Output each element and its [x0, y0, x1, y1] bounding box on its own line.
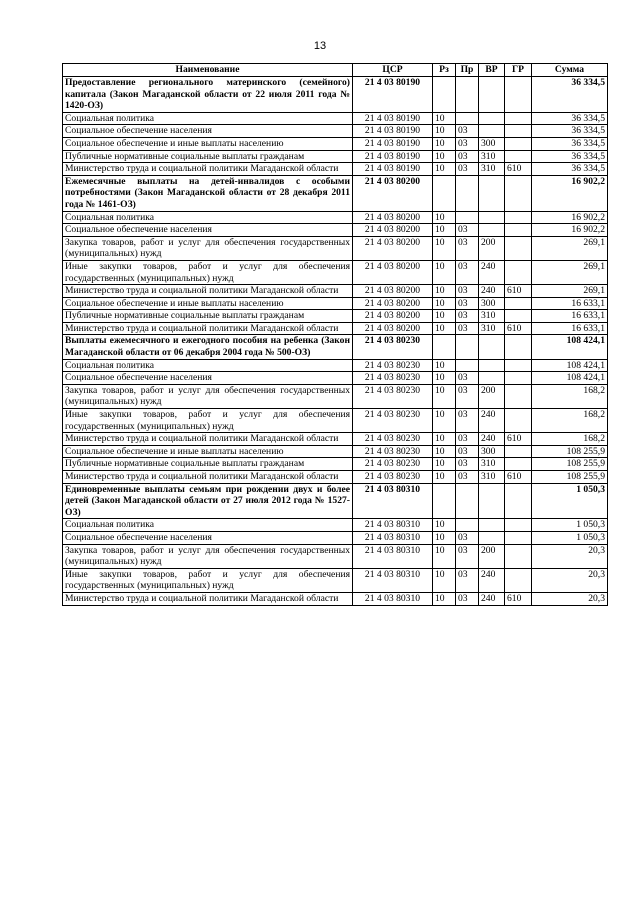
cell-gr: 610 — [505, 163, 532, 176]
table-row — [63, 433, 608, 446]
cell-name: Закупка товаров, работ и услуг для обеспечения государственных (муниципальных) нужд — [63, 544, 353, 568]
cell-rz: 10 — [433, 137, 456, 150]
cell-pr: 03 — [456, 163, 479, 176]
cell-vr: 310 — [479, 310, 505, 323]
table-row — [63, 112, 608, 125]
cell-sum: 36 334,5 — [532, 77, 608, 113]
cell-sum: 168,2 — [532, 433, 608, 446]
cell-csr: 21 4 03 80230 — [353, 359, 433, 372]
cell-csr: 21 4 03 80310 — [353, 483, 433, 519]
cell-sum: 16 633,1 — [532, 310, 608, 323]
table-row — [63, 211, 608, 224]
cell-sum: 108 255,9 — [532, 471, 608, 484]
cell-sum: 16 902,2 — [532, 211, 608, 224]
cell-sum: 168,2 — [532, 409, 608, 433]
cell-gr — [505, 260, 532, 284]
cell-rz: 10 — [433, 568, 456, 592]
cell-rz: 10 — [433, 531, 456, 544]
cell-rz: 10 — [433, 150, 456, 163]
cell-csr: 21 4 03 80230 — [353, 433, 433, 446]
cell-sum: 16 902,2 — [532, 175, 608, 211]
table-row — [63, 310, 608, 323]
cell-vr — [479, 372, 505, 385]
table-row — [63, 224, 608, 237]
cell-name: Иные закупки товаров, работ и услуг для обеспечения государственных (муниципальных) нужд — [63, 260, 353, 284]
cell-gr — [505, 211, 532, 224]
cell-gr: 610 — [505, 471, 532, 484]
page-number: 13 — [313, 40, 327, 52]
cell-vr: 240 — [479, 433, 505, 446]
cell-pr — [456, 175, 479, 211]
cell-name: Публичные нормативные социальные выплаты гражданам — [63, 150, 353, 163]
header-vr: ВР — [479, 64, 505, 77]
cell-pr — [456, 519, 479, 532]
cell-csr: 21 4 03 80310 — [353, 531, 433, 544]
cell-pr: 03 — [456, 531, 479, 544]
table-row — [63, 77, 608, 113]
cell-vr: 310 — [479, 471, 505, 484]
cell-csr: 21 4 03 80310 — [353, 519, 433, 532]
cell-csr: 21 4 03 80190 — [353, 125, 433, 138]
cell-rz: 10 — [433, 260, 456, 284]
cell-name: Министерство труда и социальной политики Магаданской области — [63, 322, 353, 335]
cell-gr — [505, 150, 532, 163]
cell-sum: 20,3 — [532, 592, 608, 605]
cell-vr: 240 — [479, 285, 505, 298]
cell-vr: 310 — [479, 458, 505, 471]
cell-vr — [479, 335, 505, 359]
table-row — [63, 384, 608, 408]
table-row — [63, 260, 608, 284]
cell-vr: 310 — [479, 163, 505, 176]
cell-gr — [505, 297, 532, 310]
table-row — [63, 150, 608, 163]
table-header-row — [63, 64, 608, 77]
table-row — [63, 592, 608, 605]
cell-csr: 21 4 03 80200 — [353, 175, 433, 211]
cell-csr: 21 4 03 80310 — [353, 544, 433, 568]
cell-pr: 03 — [456, 125, 479, 138]
cell-pr: 03 — [456, 150, 479, 163]
cell-csr: 21 4 03 80310 — [353, 592, 433, 605]
table-body — [63, 77, 608, 606]
cell-vr — [479, 483, 505, 519]
cell-gr — [505, 568, 532, 592]
cell-vr — [479, 125, 505, 138]
cell-gr — [505, 544, 532, 568]
cell-csr: 21 4 03 80230 — [353, 445, 433, 458]
cell-gr — [505, 236, 532, 260]
cell-vr: 300 — [479, 297, 505, 310]
cell-name: Социальное обеспечение населения — [63, 531, 353, 544]
cell-name: Ежемесячные выплаты на детей-инвалидов с особыми потребностями (Закон Магаданской области от 28 декабря 2011 года № 1461-ОЗ) — [63, 175, 353, 211]
cell-gr — [505, 483, 532, 519]
cell-rz: 10 — [433, 125, 456, 138]
table-row — [63, 531, 608, 544]
cell-sum: 269,1 — [532, 260, 608, 284]
cell-sum: 36 334,5 — [532, 125, 608, 138]
cell-pr: 03 — [456, 384, 479, 408]
cell-sum: 1 050,3 — [532, 519, 608, 532]
cell-name: Социальное обеспечение населения — [63, 125, 353, 138]
cell-pr — [456, 335, 479, 359]
cell-name: Социальная политика — [63, 211, 353, 224]
cell-gr — [505, 458, 532, 471]
table-row — [63, 335, 608, 359]
cell-pr: 03 — [456, 236, 479, 260]
table-row — [63, 359, 608, 372]
cell-vr — [479, 211, 505, 224]
cell-rz — [433, 77, 456, 113]
cell-name: Социальное обеспечение и иные выплаты населению — [63, 297, 353, 310]
cell-rz — [433, 483, 456, 519]
budget-table — [62, 63, 608, 606]
table-row — [63, 163, 608, 176]
table-row — [63, 372, 608, 385]
table-row — [63, 175, 608, 211]
cell-sum: 20,3 — [532, 568, 608, 592]
cell-sum: 1 050,3 — [532, 531, 608, 544]
table-row — [63, 445, 608, 458]
cell-sum: 36 334,5 — [532, 137, 608, 150]
header-pr: Пр — [456, 64, 479, 77]
cell-sum: 108 424,1 — [532, 372, 608, 385]
cell-pr: 03 — [456, 433, 479, 446]
cell-sum: 16 633,1 — [532, 322, 608, 335]
cell-name: Министерство труда и социальной политики Магаданской области — [63, 471, 353, 484]
table-row — [63, 322, 608, 335]
cell-csr: 21 4 03 80200 — [353, 297, 433, 310]
cell-pr: 03 — [456, 471, 479, 484]
cell-gr — [505, 77, 532, 113]
cell-rz: 10 — [433, 322, 456, 335]
cell-name: Министерство труда и социальной политики Магаданской области — [63, 163, 353, 176]
cell-csr: 21 4 03 80230 — [353, 384, 433, 408]
cell-pr: 03 — [456, 568, 479, 592]
cell-gr — [505, 384, 532, 408]
cell-sum: 108 424,1 — [532, 335, 608, 359]
cell-csr: 21 4 03 80230 — [353, 458, 433, 471]
cell-csr: 21 4 03 80230 — [353, 372, 433, 385]
cell-gr — [505, 445, 532, 458]
cell-vr: 300 — [479, 137, 505, 150]
cell-csr: 21 4 03 80190 — [353, 150, 433, 163]
cell-pr: 03 — [456, 297, 479, 310]
cell-rz: 10 — [433, 592, 456, 605]
cell-sum: 269,1 — [532, 236, 608, 260]
cell-sum: 108 255,9 — [532, 458, 608, 471]
cell-rz: 10 — [433, 519, 456, 532]
cell-pr: 03 — [456, 260, 479, 284]
cell-gr: 610 — [505, 285, 532, 298]
cell-csr: 21 4 03 80200 — [353, 285, 433, 298]
cell-gr — [505, 175, 532, 211]
table-row — [63, 471, 608, 484]
cell-name: Социальное обеспечение населения — [63, 224, 353, 237]
table-row — [63, 409, 608, 433]
cell-pr — [456, 483, 479, 519]
cell-gr: 610 — [505, 322, 532, 335]
cell-sum: 36 334,5 — [532, 112, 608, 125]
cell-sum: 36 334,5 — [532, 163, 608, 176]
cell-pr: 03 — [456, 322, 479, 335]
cell-rz — [433, 335, 456, 359]
table-row — [63, 519, 608, 532]
cell-rz: 10 — [433, 211, 456, 224]
cell-gr — [505, 359, 532, 372]
cell-rz: 10 — [433, 236, 456, 260]
table-row — [63, 137, 608, 150]
cell-rz: 10 — [433, 297, 456, 310]
cell-rz: 10 — [433, 544, 456, 568]
cell-rz: 10 — [433, 224, 456, 237]
cell-vr — [479, 112, 505, 125]
cell-vr: 240 — [479, 409, 505, 433]
cell-rz: 10 — [433, 372, 456, 385]
table-row — [63, 125, 608, 138]
cell-csr: 21 4 03 80190 — [353, 77, 433, 113]
cell-csr: 21 4 03 80190 — [353, 112, 433, 125]
cell-name: Иные закупки товаров, работ и услуг для обеспечения государственных (муниципальных) нужд — [63, 409, 353, 433]
cell-name: Публичные нормативные социальные выплаты гражданам — [63, 310, 353, 323]
cell-pr: 03 — [456, 224, 479, 237]
cell-pr — [456, 359, 479, 372]
cell-name: Министерство труда и социальной политики Магаданской области — [63, 592, 353, 605]
cell-name: Единовременные выплаты семьям при рождении двух и более детей (Закон Магаданской области от 27 июля 2012 года № 1527-ОЗ) — [63, 483, 353, 519]
cell-name: Социальная политика — [63, 112, 353, 125]
cell-gr — [505, 137, 532, 150]
cell-pr: 03 — [456, 445, 479, 458]
table-row — [63, 483, 608, 519]
cell-vr: 300 — [479, 445, 505, 458]
cell-csr: 21 4 03 80200 — [353, 260, 433, 284]
cell-csr: 21 4 03 80200 — [353, 322, 433, 335]
cell-pr — [456, 77, 479, 113]
cell-vr — [479, 175, 505, 211]
cell-rz: 10 — [433, 112, 456, 125]
cell-name: Социальное обеспечение и иные выплаты населению — [63, 137, 353, 150]
cell-sum: 168,2 — [532, 384, 608, 408]
table-row — [63, 544, 608, 568]
cell-gr — [505, 335, 532, 359]
cell-name: Иные закупки товаров, работ и услуг для обеспечения государственных (муниципальных) нужд — [63, 568, 353, 592]
cell-pr — [456, 112, 479, 125]
cell-vr — [479, 77, 505, 113]
cell-vr: 310 — [479, 150, 505, 163]
cell-sum: 36 334,5 — [532, 150, 608, 163]
cell-pr: 03 — [456, 458, 479, 471]
cell-csr: 21 4 03 80190 — [353, 163, 433, 176]
cell-sum: 16 902,2 — [532, 224, 608, 237]
cell-gr — [505, 409, 532, 433]
cell-vr: 240 — [479, 568, 505, 592]
cell-gr — [505, 112, 532, 125]
table-row — [63, 285, 608, 298]
cell-gr — [505, 310, 532, 323]
cell-gr — [505, 519, 532, 532]
cell-pr — [456, 211, 479, 224]
cell-csr: 21 4 03 80200 — [353, 211, 433, 224]
cell-csr: 21 4 03 80230 — [353, 471, 433, 484]
cell-gr — [505, 125, 532, 138]
cell-csr: 21 4 03 80230 — [353, 409, 433, 433]
header-sum: Сумма — [532, 64, 608, 77]
table-row — [63, 458, 608, 471]
cell-name: Социальная политика — [63, 519, 353, 532]
cell-name: Публичные нормативные социальные выплаты гражданам — [63, 458, 353, 471]
cell-rz: 10 — [433, 471, 456, 484]
cell-sum: 16 633,1 — [532, 297, 608, 310]
cell-vr — [479, 359, 505, 372]
cell-sum: 20,3 — [532, 544, 608, 568]
cell-vr: 240 — [479, 260, 505, 284]
cell-name: Социальное обеспечение и иные выплаты населению — [63, 445, 353, 458]
cell-vr: 200 — [479, 384, 505, 408]
cell-sum: 269,1 — [532, 285, 608, 298]
cell-gr — [505, 531, 532, 544]
cell-gr: 610 — [505, 433, 532, 446]
cell-name: Социальная политика — [63, 359, 353, 372]
cell-vr — [479, 224, 505, 237]
header-rz: Рз — [433, 64, 456, 77]
cell-sum: 1 050,3 — [532, 483, 608, 519]
cell-csr: 21 4 03 80200 — [353, 224, 433, 237]
cell-vr: 240 — [479, 592, 505, 605]
cell-name: Выплаты ежемесячного и ежегодного пособия на ребенка (Закон Магаданской области от 06 декабря 2004 года № 500-ОЗ) — [63, 335, 353, 359]
cell-name: Предоставление регионального материнского (семейного) капитала (Закон Магаданской области от 22 июля 2011 года № 1420-ОЗ) — [63, 77, 353, 113]
cell-rz: 10 — [433, 433, 456, 446]
cell-rz: 10 — [433, 163, 456, 176]
cell-pr: 03 — [456, 310, 479, 323]
cell-rz: 10 — [433, 458, 456, 471]
cell-gr — [505, 372, 532, 385]
cell-rz: 10 — [433, 384, 456, 408]
header-csr: ЦСР — [353, 64, 433, 77]
table-row — [63, 297, 608, 310]
header-name: Наименование — [63, 64, 353, 77]
cell-csr: 21 4 03 80230 — [353, 335, 433, 359]
cell-name: Министерство труда и социальной политики Магаданской области — [63, 285, 353, 298]
cell-rz: 10 — [433, 409, 456, 433]
cell-pr: 03 — [456, 544, 479, 568]
cell-vr — [479, 531, 505, 544]
table-row — [63, 568, 608, 592]
cell-name: Министерство труда и социальной политики Магаданской области — [63, 433, 353, 446]
cell-rz: 10 — [433, 359, 456, 372]
cell-gr — [505, 224, 532, 237]
cell-name: Закупка товаров, работ и услуг для обеспечения государственных (муниципальных) нужд — [63, 236, 353, 260]
cell-sum: 108 255,9 — [532, 445, 608, 458]
table-row — [63, 236, 608, 260]
cell-pr: 03 — [456, 372, 479, 385]
cell-pr: 03 — [456, 137, 479, 150]
cell-csr: 21 4 03 80200 — [353, 310, 433, 323]
cell-name: Социальное обеспечение населения — [63, 372, 353, 385]
cell-pr: 03 — [456, 409, 479, 433]
cell-vr: 200 — [479, 544, 505, 568]
cell-rz: 10 — [433, 285, 456, 298]
cell-rz: 10 — [433, 445, 456, 458]
cell-vr: 200 — [479, 236, 505, 260]
cell-csr: 21 4 03 80190 — [353, 137, 433, 150]
cell-rz: 10 — [433, 310, 456, 323]
cell-pr: 03 — [456, 285, 479, 298]
header-gr: ГР — [505, 64, 532, 77]
cell-vr — [479, 519, 505, 532]
cell-csr: 21 4 03 80310 — [353, 568, 433, 592]
cell-sum: 108 424,1 — [532, 359, 608, 372]
cell-name: Закупка товаров, работ и услуг для обеспечения государственных (муниципальных) нужд — [63, 384, 353, 408]
cell-vr: 310 — [479, 322, 505, 335]
cell-pr: 03 — [456, 592, 479, 605]
cell-rz — [433, 175, 456, 211]
cell-gr: 610 — [505, 592, 532, 605]
cell-csr: 21 4 03 80200 — [353, 236, 433, 260]
